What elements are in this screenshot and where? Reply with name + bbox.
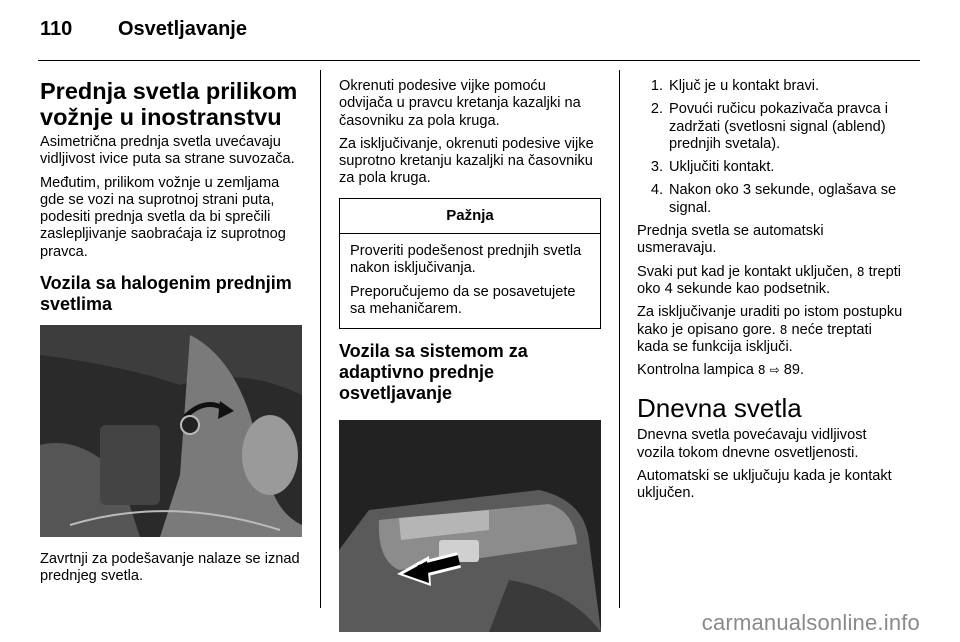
column-2 [339, 70, 601, 632]
page-header [40, 18, 247, 41]
headlamp-leveling-icon: 8 [757, 363, 766, 378]
list-item: 4. Nakon oko 3 sekunde, oglašava se signal. [650, 182, 897, 216]
column-1 [40, 70, 302, 592]
turn-signal-lever-photo [339, 420, 601, 632]
header-rule [38, 60, 920, 61]
notice-title: Pažnja [340, 199, 600, 234]
paragraph: Dnevna svetla povećavaju vidljivost vozila tokom dnevne osvetljenosti. [637, 427, 867, 461]
page-reference-link[interactable]: 89. [783, 362, 805, 379]
paragraph: Za isključivanje, okrenuti podesive vijke suprotno kretanju kazaljki na časovniku za pola kruga. [339, 135, 594, 187]
paragraph: Međutim, prilikom vožnje u zemljama gde se vozi na suprotnoj strani puta, podesiti prednja svetla da bi sprečili zaslepljivanje saobraćaja iz suprotnog pravca. [40, 174, 286, 260]
notice-text: Preporučujemo da se posavetujete sa mehaničarem. [350, 283, 576, 317]
paragraph: Automatski se uključuju kada je kontakt uključen. [637, 468, 892, 502]
section-title-abroad: Prednja svetla prilikom vožnje u inostranstvu [40, 78, 298, 130]
headlamp-leveling-icon: 8 [856, 264, 865, 279]
paragraph: Kontrolna lampica 8 ⇨ 89. [637, 362, 805, 379]
column-divider-1 [320, 70, 321, 608]
paragraph: Za isključivanje uraditi po istom postupku kako je opisano gore. 8 neće treptati kada se funkcija isključi. [637, 304, 903, 355]
chapter-title: Osvetljavanje [118, 18, 247, 40]
subsection-title-halogen: Vozila sa halogenim prednjim svetlima [40, 273, 292, 315]
column-divider-2 [619, 70, 620, 608]
subsection-title-adaptive: Vozila sa sistemom za adaptivno prednje osvetljavanje [339, 341, 528, 404]
section-title-daytime-lights: Dnevna svetla [637, 393, 802, 424]
steps-list [637, 78, 905, 217]
headlamp-leveling-icon: 8 [779, 322, 788, 337]
notice-text: Proveriti podešenost prednjih svetla nakon isključivanja. [350, 243, 582, 277]
list-item: 1. Ključ je u kontakt bravi. [650, 78, 820, 94]
page-number: 110 [40, 18, 73, 40]
watermark: carmanualsonline.info [701, 610, 920, 635]
notice-box [339, 198, 601, 329]
paragraph: Okrenuti podesive vijke pomoću odvijača u pravcu kretanja kazaljki na časovniku za pola kruga. [339, 78, 581, 129]
page-reference-arrow-icon: ⇨ [769, 363, 780, 378]
list-item: 3. Uključiti kontakt. [650, 159, 775, 176]
column-3 [637, 70, 905, 509]
list-item: 2. Povući ručicu pokazivača pravca i zadržati (svetlosni signal (ablend) prednjih svetala). [650, 101, 889, 152]
paragraph: Svaki put kad je kontakt uključen, 8 trepti oko 4 sekunde kao podsetnik. [637, 263, 902, 297]
paragraph: Prednja svetla se automatski usmeravaju. [637, 223, 824, 257]
photo-caption: Zavrtnji za podešavanje nalaze se iznad prednjeg svetla. [40, 551, 300, 585]
paragraph: Asimetrična prednja svetla uvećavaju vidljivost ivice puta sa strane suvozača. [40, 134, 295, 168]
headlamp-adjust-photo [40, 325, 302, 537]
